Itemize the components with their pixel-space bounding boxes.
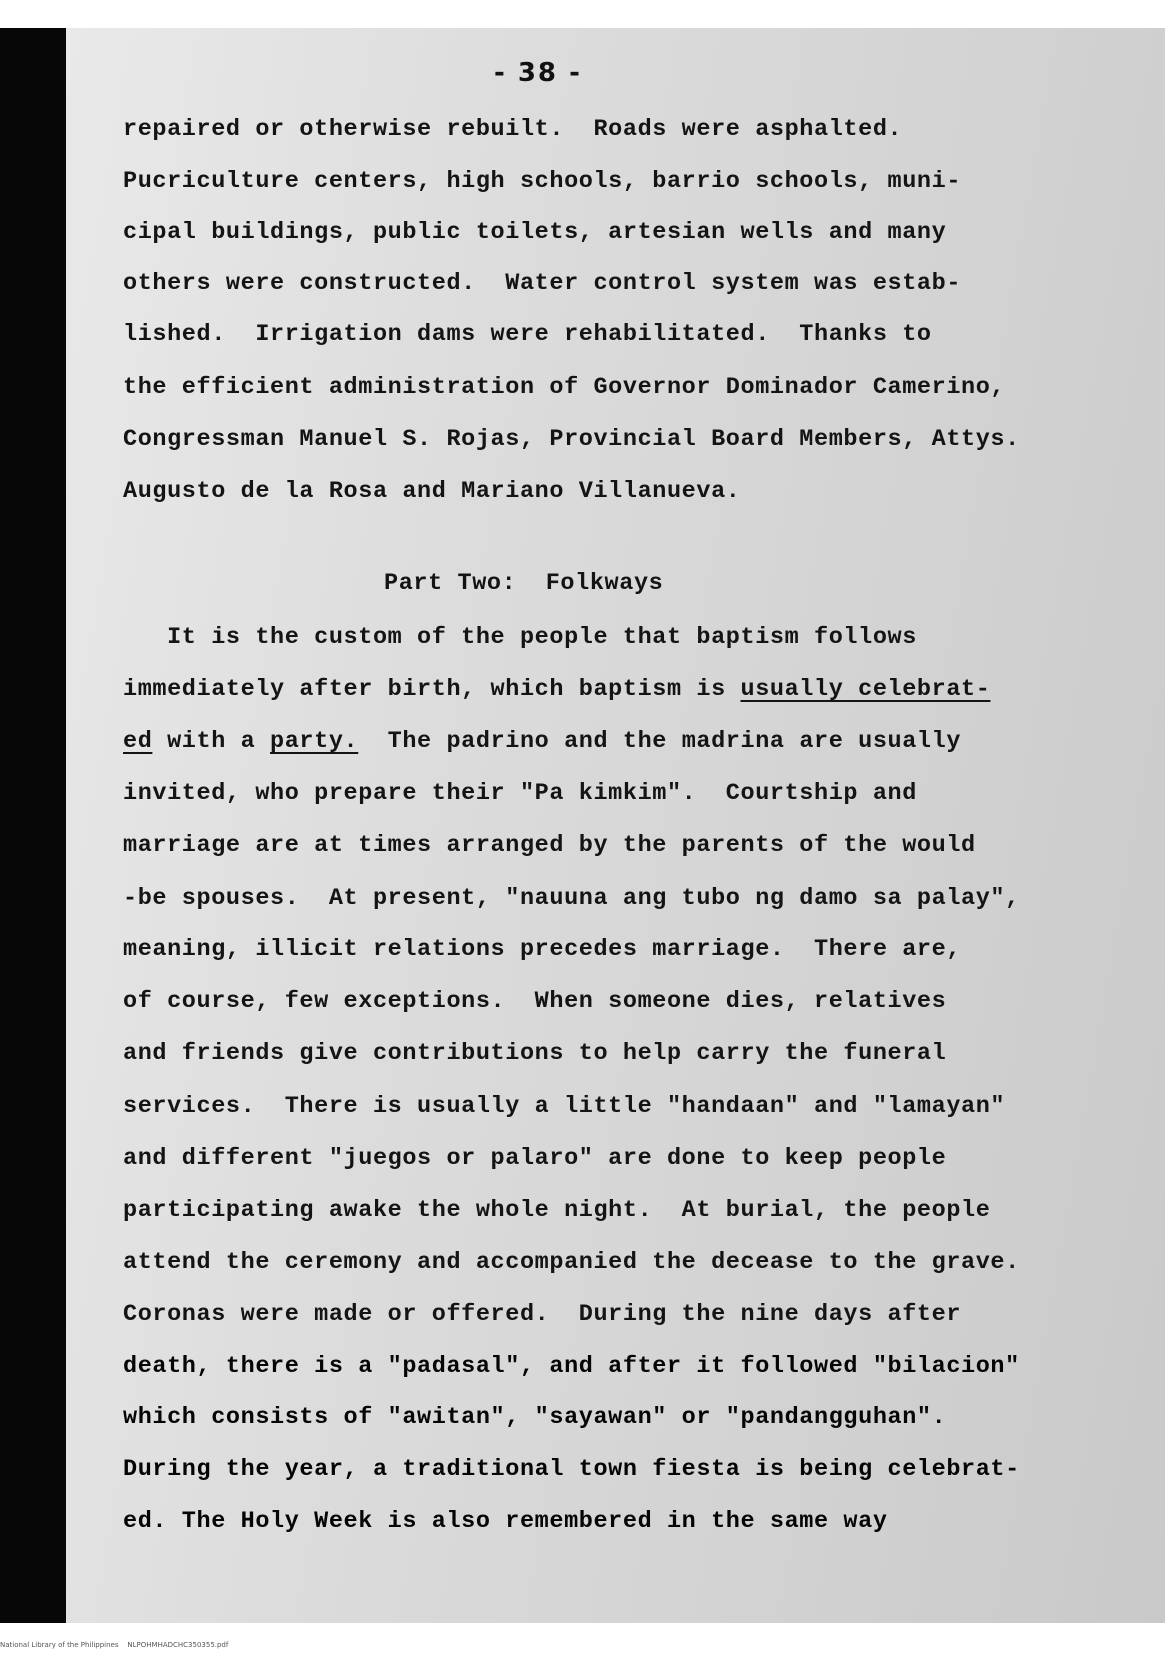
text-line: repaired or otherwise rebuilt. Roads were asphalted. bbox=[123, 116, 903, 143]
text-line: death, there is a "padasal", and after it followed "bilacion" bbox=[123, 1353, 1020, 1380]
text-line: During the year, a traditional town fiesta is being celebrat- bbox=[123, 1456, 1020, 1483]
footer-source-note: National Library of the Philippines NLPOHMHADCHC350355.pdf bbox=[0, 1641, 229, 1649]
text-line: of course, few exceptions. When someone dies, relatives bbox=[123, 988, 947, 1015]
text-line: Augusto de la Rosa and Mariano Villanueva. bbox=[123, 478, 741, 505]
text-segment: immediately after birth, which baptism is bbox=[123, 676, 741, 703]
text-segment: with a bbox=[152, 728, 271, 755]
text-segment: The padrino and the madrina are usually bbox=[358, 728, 962, 755]
text-line: It is the custom of the people that baptism follows bbox=[123, 624, 917, 651]
text-line: lished. Irrigation dams were rehabilitated. Thanks to bbox=[123, 321, 932, 348]
text-line: marriage are at times arranged by the parents of the would bbox=[123, 832, 976, 859]
underlined-text: usually celebrat- bbox=[740, 676, 991, 703]
text-line: Congressman Manuel S. Rojas, Provincial Board Members, Attys. bbox=[123, 426, 1020, 453]
text-line: services. There is usually a little "handaan" and "lamayan" bbox=[123, 1093, 1006, 1120]
page-number: - 38 - bbox=[494, 58, 582, 88]
text-line: meaning, illicit relations precedes marriage. There are, bbox=[123, 936, 962, 963]
text-line: the efficient administration of Governor Dominador Camerino, bbox=[123, 374, 1006, 401]
text-line: which consists of "awitan", "sayawan" or "pandangguhan". bbox=[123, 1404, 947, 1431]
underlined-text: party. bbox=[270, 728, 359, 755]
text-line: participating awake the whole night. At burial, the people bbox=[123, 1197, 991, 1224]
text-line: attend the ceremony and accompanied the decease to the grave. bbox=[123, 1249, 1020, 1276]
text-line: cipal buildings, public toilets, artesian wells and many bbox=[123, 219, 947, 246]
text-line: others were constructed. Water control system was estab- bbox=[123, 270, 962, 297]
text-line: Pucriculture centers, high schools, barrio schools, muni- bbox=[123, 168, 962, 195]
text-line: ed. The Holy Week is also remembered in the same way bbox=[123, 1508, 888, 1535]
text-line: and different "juegos or palaro" are done to keep people bbox=[123, 1145, 947, 1172]
text-line bbox=[123, 675, 990, 705]
text-line: -be spouses. At present, "nauuna ang tubo ng damo sa palay", bbox=[123, 885, 1020, 912]
text-line: Coronas were made or offered. During the nine days after bbox=[123, 1301, 962, 1328]
section-heading: Part Two: Folkways bbox=[384, 570, 664, 597]
text-line bbox=[123, 727, 961, 757]
text-line: and friends give contributions to help carry the funeral bbox=[123, 1040, 947, 1067]
underlined-text: ed bbox=[123, 728, 153, 755]
text-line: invited, who prepare their "Pa kimkim". Courtship and bbox=[123, 780, 917, 807]
